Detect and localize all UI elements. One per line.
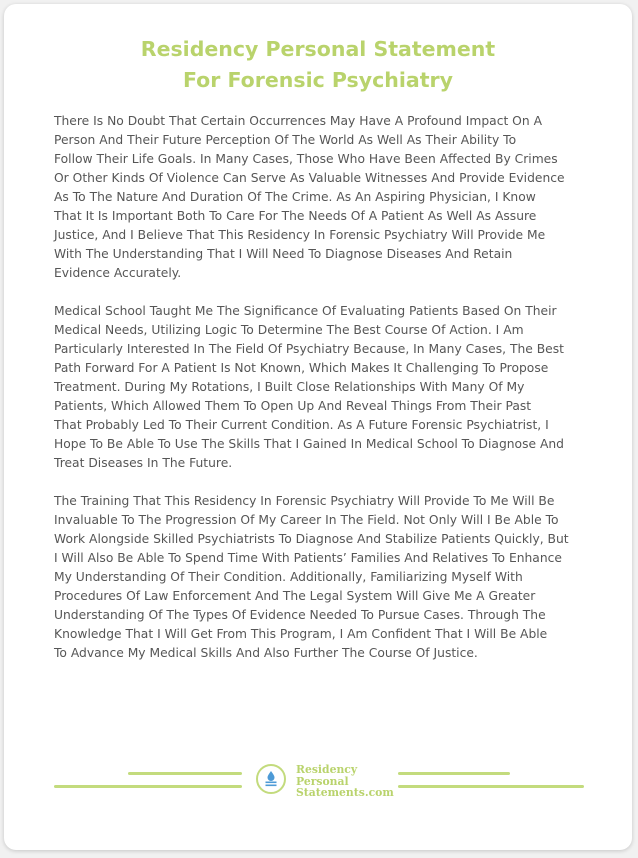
paragraph-1: There Is No Doubt That Certain Occurrences May Have A Profound Impact On A Person And Their Future Perception Of The World As Well As Their Ability To Follow Their Life Goals. In Many Cases, Those Who Have Been Affected By Crimes Or Other Kinds Of Violence Can Serve As Valuable Witnesses And Provide Evidence As To The Nature And Duration Of The Crime. As An Aspiring Physician, I Know That It Is Important Both To Care For The Needs Of A Patient As Well As Assure Justice, And I Believe That This Residency In Forensic Psychiatry Will Provide Me With The Understanding That I Will Need To Diagnose Diseases And Retain Evidence Accurately. [54, 114, 565, 280]
paragraph-2: Medical School Taught Me The Significance Of Evaluating Patients Based On Their Medical Needs, Utilizing Logic To Determine The Best Course Of Action. I Am Particularly Interested In The Field Of Psychiatry Because, In Many Cases, The Best Path Forward For A Patient Is Not Known, Which Makes It Challenging To Propose Treatment. During My Rotations, I Built Close Relationships With Many Of My Patients, Which Allowed Them To Open Up And Reveal Things From Their Past That Probably Led To Their Current Condition. As A Future Forensic Psychiatrist, I Hope To Be Able To Use The Skills That I Gained In Medical School To Diagnose And Treat Diseases In The Future. [54, 304, 564, 470]
logo-line-3: Statements.com [296, 786, 394, 799]
statement-body [54, 112, 594, 682]
footer-rule-left-long [54, 785, 242, 788]
logo-line-1: Residency [296, 763, 358, 776]
statement-page [4, 4, 632, 850]
footer-rule-left-short [128, 772, 242, 775]
title-line-1: Residency Personal Statement [140, 37, 496, 61]
site-logo-text [296, 764, 394, 799]
page-title [4, 34, 632, 96]
paragraph-3: The Training That This Residency In Forensic Psychiatry Will Provide To Me Will Be Invaluable To The Progression Of My Career In The Field. Not Only Will I Be Able To Work Alongside Skilled Psychiatrists To Diagnose And Stabilize Patients Quickly, But I Will Also Be Able To Spend Time With Patients’ Families And Relatives To Enhance My Understanding Of Their Condition. Additionally, Familiarizing Myself With Procedures Of Law Enforcement And The Legal System Will Give Me A Greater Understanding Of The Types Of Evidence Needed To Pursue Cases. Through The Knowledge That I Will Get From This Program, I Am Confident That I Will Be Able To Advance My Medical Skills And Also Further The Course Of Justice. [54, 494, 569, 660]
logo-line-2: Personal [296, 774, 349, 788]
footer-rule-right-short [398, 772, 510, 775]
document-drop-icon [256, 764, 286, 794]
title-line-2: For Forensic Psychiatry [183, 68, 453, 92]
footer [4, 758, 632, 808]
footer-rule-right-long [398, 785, 584, 788]
